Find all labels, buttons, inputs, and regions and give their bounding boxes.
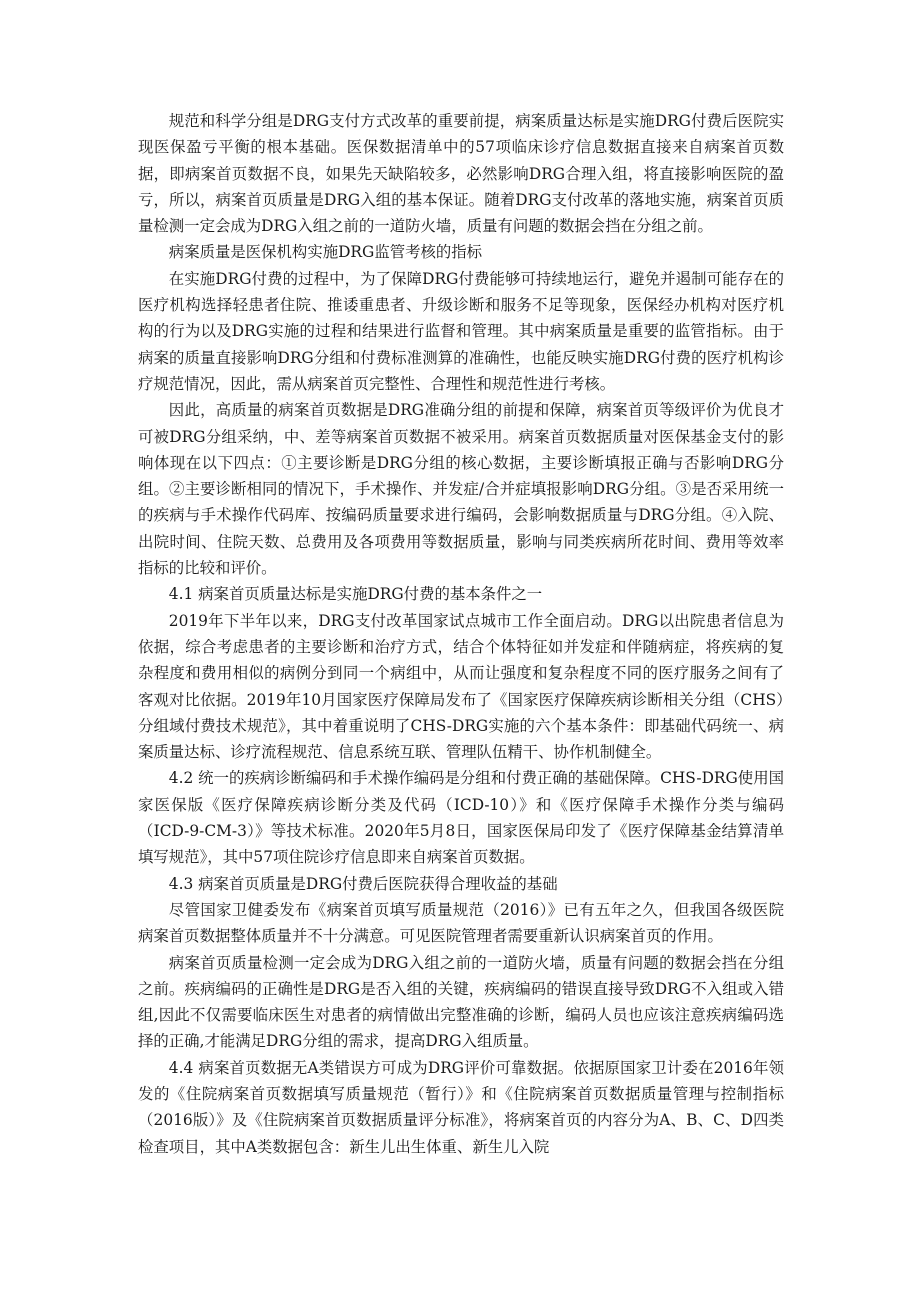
section-heading-4-1: 4.1 病案首页质量达标是实施DRG付费的基本条件之一 <box>168 585 543 604</box>
paragraph-drg-grouping-premise: 规范和科学分组是DRG支付方式改革的重要前提，病案质量达标是实施DRG付费后医院实现医保盈亏平衡的根本基础。医保数据清单中的57项临床诊疗信息数据直接来自病案首页数据，即病案首页数据不良，如果先天缺陷较多，必然影响DRG合理入组，将直接影响医院的盈亏，所以，病案首页质量是DRG入组的基本保证。随着DRG支付改革的落地实施，病案首页质量检测一定会成为DRG入组之前的一道防火墙，质量有问题的数据会挡在分组之前。 <box>138 112 784 236</box>
paragraph-four-impacts: 因此，高质量的病案首页数据是DRG准确分组的前提和保障，病案首页等级评价为优良才可被DRG分组采纳，中、差等病案首页数据不被采用。病案首页数据质量对医保基金支付的影响体现在以下四点：①主要诊断是DRG分组的核心数据，主要诊断填报正确与否影响DRG分组。②主要诊断相同的情况下，手术操作、并发症/合并症填报影响DRG分组。③是否采用统一的疾病与手术操作代码库、按编码质量要求进行编码，会影响数据质量与DRG分组。④入院、出院时间、住院天数、总费用及各项费用等数据质量，影响与同类疾病所花时间、费用等效率指标的比较和评价。 <box>138 401 784 578</box>
paragraph-firewall-coding: 病案首页质量检测一定会成为DRG入组之前的一道防火墙，质量有问题的数据会挡在分组之前。疾病编码的正确性是DRG是否入组的关键，疾病编码的错误直接导致DRG不入组或入错组,因此不仅需要临床医生对患者的病情做出完整准确的诊断，编码人员也应该注意疾病编码选择的正确,才能满足DRG分组的需求，提高DRG入组质量。 <box>138 953 784 1051</box>
paragraph-quality-standard-2016: 尽管国家卫健委发布《病案首页填写质量规范（2016）》已有五年之久，但我国各级医院病案首页数据整体质量并不十分满意。可见医院管理者需要重新认识病案首页的作用。 <box>138 900 784 946</box>
paragraph-drg-supervision: 在实施DRG付费的过程中，为了保障DRG付费能够可持续地运行，避免并遏制可能存在的医疗机构选择轻患者住院、推诿重患者、升级诊断和服务不足等现象，医保经办机构对医疗机构的行为以及DRG实施的过程和结果进行监督和管理。其中病案质量是重要的监管指标。由于病案的质量直接影响DRG分组和付费标准测算的准确性，也能反映实施DRG付费的医疗机构诊疗规范情况，因此，需从病案首页完整性、合理性和规范性进行考核。 <box>138 269 784 393</box>
paragraph-4-2-coding: 4.2 统一的疾病诊断编码和手术操作编码是分组和付费正确的基础保障。CHS-DRG使用国家医保版《医疗保障疾病诊断分类及代码（ICD-10）》和《医疗保障手术操作分类与编码（ICD-9-CM-3）》等技术标准。2020年5月8日，国家医保局印发了《医疗保障基金结算清单填写规范》，其中57项住院诊疗信息即来自病案首页数据。 <box>138 769 784 867</box>
paragraph-4-4-category-a: 4.4 病案首页数据无A类错误方可成为DRG评价可靠数据。依据原国家卫计委在2016年领发的《住院病案首页数据填写质量规范（暂行）》和《住院病案首页数据质量管理与控制指标（2016版）》及《住院病案首页数据质量评分标准》，将病案首页的内容分为A、B、C、D四类检查项目，其中A类数据包含：新生儿出生体重、新生儿入院 <box>138 1058 784 1156</box>
paragraph-drg-pilot-2019: 2019年下半年以来，DRG支付改革国家试点城市工作全面启动。DRG以出院患者信息为依据，综合考虑患者的主要诊断和治疗方式，结合个体特征如并发症和伴随病症，将疾病的复杂程度和费用相似的病例分到同一个病组中，从而让强度和复杂程度不同的医疗服务之间有了客观对比依据。2019年10月国家医疗保障局发布了《国家医疗保障疾病诊断相关分组（CHS）分组域付费技术规范》，其中着重说明了CHS-DRG实施的六个基本条件：即基础代码统一、病案质量达标、诊疗流程规范、信息系统互联、管理队伍精干、协作机制健全。 <box>138 611 784 762</box>
paragraph-medical-record-quality-indicator: 病案质量是医保机构实施DRG监管考核的指标 <box>168 243 483 262</box>
section-heading-4-3: 4.3 病案首页质量是DRG付费后医院获得合理收益的基础 <box>168 874 558 893</box>
document-body <box>138 108 784 1160</box>
